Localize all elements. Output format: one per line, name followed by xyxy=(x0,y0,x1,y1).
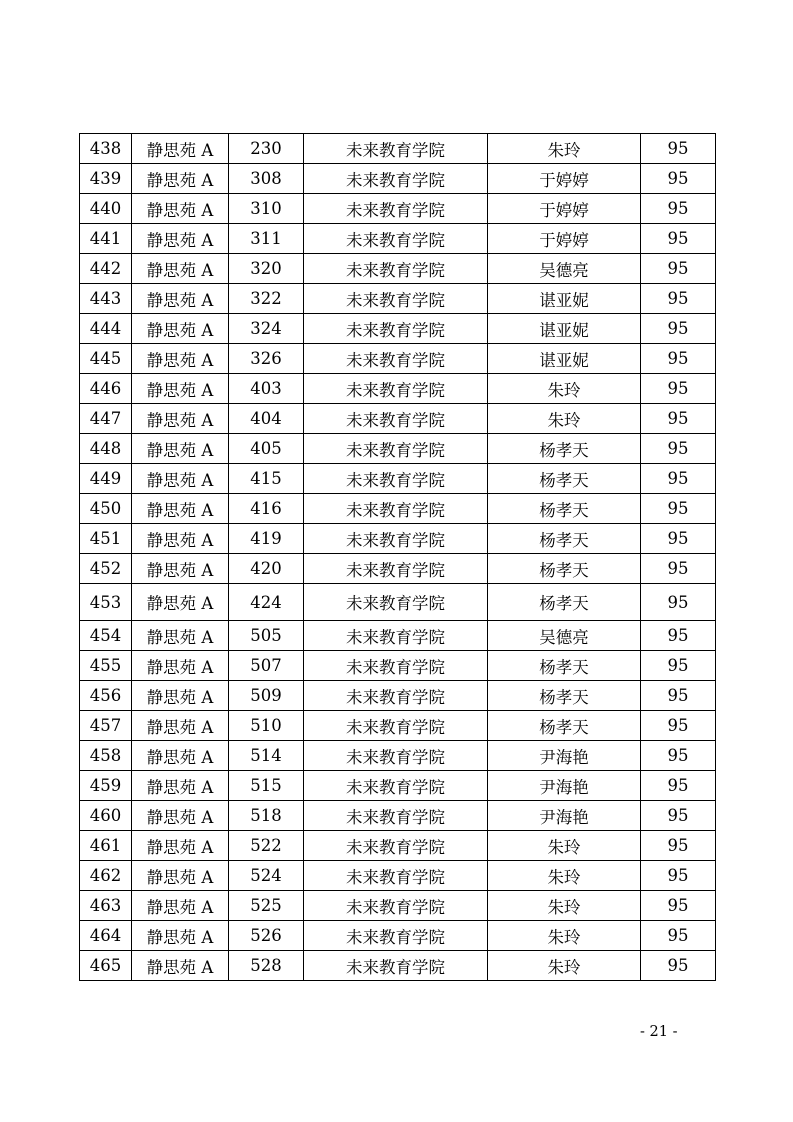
room-number-cell: 424 xyxy=(229,584,304,621)
serial-number-cell: 460 xyxy=(80,801,132,831)
serial-number-cell: 459 xyxy=(80,771,132,801)
college-cell: 未来教育学院 xyxy=(304,584,488,621)
building-cell: 静思苑 A xyxy=(132,711,229,741)
college-cell: 未来教育学院 xyxy=(304,891,488,921)
building-cell: 静思苑 A xyxy=(132,584,229,621)
building-cell: 静思苑 A xyxy=(132,494,229,524)
college-cell: 未来教育学院 xyxy=(304,344,488,374)
room-number-cell: 505 xyxy=(229,621,304,651)
table-row xyxy=(80,374,716,404)
counselor-cell: 于婷婷 xyxy=(488,194,641,224)
counselor-cell: 杨孝天 xyxy=(488,524,641,554)
score-cell: 95 xyxy=(641,164,716,194)
building-cell: 静思苑 A xyxy=(132,861,229,891)
counselor-cell: 朱玲 xyxy=(488,134,641,164)
building-cell: 静思苑 A xyxy=(132,621,229,651)
table-body xyxy=(80,134,716,981)
score-cell: 95 xyxy=(641,861,716,891)
room-number-cell: 525 xyxy=(229,891,304,921)
room-number-cell: 403 xyxy=(229,374,304,404)
counselor-cell: 杨孝天 xyxy=(488,434,641,464)
room-number-cell: 524 xyxy=(229,861,304,891)
building-cell: 静思苑 A xyxy=(132,464,229,494)
score-cell: 95 xyxy=(641,801,716,831)
table-row xyxy=(80,681,716,711)
serial-number-cell: 445 xyxy=(80,344,132,374)
room-number-cell: 326 xyxy=(229,344,304,374)
score-cell: 95 xyxy=(641,951,716,981)
room-number-cell: 514 xyxy=(229,741,304,771)
building-cell: 静思苑 A xyxy=(132,524,229,554)
counselor-cell: 尹海艳 xyxy=(488,771,641,801)
counselor-cell: 谌亚妮 xyxy=(488,344,641,374)
building-cell: 静思苑 A xyxy=(132,921,229,951)
serial-number-cell: 454 xyxy=(80,621,132,651)
score-cell: 95 xyxy=(641,741,716,771)
score-cell: 95 xyxy=(641,374,716,404)
score-cell: 95 xyxy=(641,464,716,494)
table-row xyxy=(80,464,716,494)
building-cell: 静思苑 A xyxy=(132,404,229,434)
room-number-cell: 311 xyxy=(229,224,304,254)
serial-number-cell: 463 xyxy=(80,891,132,921)
serial-number-cell: 441 xyxy=(80,224,132,254)
table-row xyxy=(80,434,716,464)
table-row xyxy=(80,284,716,314)
serial-number-cell: 449 xyxy=(80,464,132,494)
table-row xyxy=(80,194,716,224)
room-number-cell: 507 xyxy=(229,651,304,681)
room-number-cell: 420 xyxy=(229,554,304,584)
room-number-cell: 230 xyxy=(229,134,304,164)
counselor-cell: 于婷婷 xyxy=(488,224,641,254)
building-cell: 静思苑 A xyxy=(132,314,229,344)
serial-number-cell: 452 xyxy=(80,554,132,584)
room-number-cell: 510 xyxy=(229,711,304,741)
building-cell: 静思苑 A xyxy=(132,741,229,771)
college-cell: 未来教育学院 xyxy=(304,494,488,524)
building-cell: 静思苑 A xyxy=(132,224,229,254)
score-cell: 95 xyxy=(641,134,716,164)
college-cell: 未来教育学院 xyxy=(304,621,488,651)
serial-number-cell: 443 xyxy=(80,284,132,314)
table-row xyxy=(80,344,716,374)
table-row xyxy=(80,524,716,554)
score-cell: 95 xyxy=(641,621,716,651)
serial-number-cell: 453 xyxy=(80,584,132,621)
building-cell: 静思苑 A xyxy=(132,164,229,194)
college-cell: 未来教育学院 xyxy=(304,374,488,404)
serial-number-cell: 455 xyxy=(80,651,132,681)
page-number: - 21 - xyxy=(640,1024,678,1040)
college-cell: 未来教育学院 xyxy=(304,464,488,494)
building-cell: 静思苑 A xyxy=(132,771,229,801)
counselor-cell: 尹海艳 xyxy=(488,741,641,771)
table-row xyxy=(80,254,716,284)
building-cell: 静思苑 A xyxy=(132,194,229,224)
room-number-cell: 308 xyxy=(229,164,304,194)
room-number-cell: 509 xyxy=(229,681,304,711)
college-cell: 未来教育学院 xyxy=(304,711,488,741)
counselor-cell: 杨孝天 xyxy=(488,494,641,524)
table-row xyxy=(80,741,716,771)
score-cell: 95 xyxy=(641,831,716,861)
room-number-cell: 419 xyxy=(229,524,304,554)
college-cell: 未来教育学院 xyxy=(304,651,488,681)
score-cell: 95 xyxy=(641,524,716,554)
table-row xyxy=(80,801,716,831)
serial-number-cell: 442 xyxy=(80,254,132,284)
building-cell: 静思苑 A xyxy=(132,681,229,711)
table-row xyxy=(80,921,716,951)
score-cell: 95 xyxy=(641,494,716,524)
serial-number-cell: 447 xyxy=(80,404,132,434)
score-cell: 95 xyxy=(641,194,716,224)
score-cell: 95 xyxy=(641,651,716,681)
room-number-cell: 405 xyxy=(229,434,304,464)
score-cell: 95 xyxy=(641,711,716,741)
building-cell: 静思苑 A xyxy=(132,891,229,921)
building-cell: 静思苑 A xyxy=(132,554,229,584)
college-cell: 未来教育学院 xyxy=(304,921,488,951)
table-row xyxy=(80,711,716,741)
counselor-cell: 朱玲 xyxy=(488,891,641,921)
counselor-cell: 朱玲 xyxy=(488,374,641,404)
room-number-cell: 415 xyxy=(229,464,304,494)
serial-number-cell: 446 xyxy=(80,374,132,404)
table-row xyxy=(80,554,716,584)
counselor-cell: 吴德亮 xyxy=(488,621,641,651)
table-row xyxy=(80,404,716,434)
serial-number-cell: 465 xyxy=(80,951,132,981)
counselor-cell: 朱玲 xyxy=(488,921,641,951)
dormitory-table xyxy=(79,133,716,981)
college-cell: 未来教育学院 xyxy=(304,951,488,981)
college-cell: 未来教育学院 xyxy=(304,681,488,711)
room-number-cell: 324 xyxy=(229,314,304,344)
table-row xyxy=(80,494,716,524)
score-cell: 95 xyxy=(641,554,716,584)
college-cell: 未来教育学院 xyxy=(304,434,488,464)
college-cell: 未来教育学院 xyxy=(304,554,488,584)
counselor-cell: 杨孝天 xyxy=(488,681,641,711)
room-number-cell: 528 xyxy=(229,951,304,981)
table-row xyxy=(80,164,716,194)
serial-number-cell: 461 xyxy=(80,831,132,861)
serial-number-cell: 451 xyxy=(80,524,132,554)
table-row xyxy=(80,584,716,621)
serial-number-cell: 456 xyxy=(80,681,132,711)
serial-number-cell: 458 xyxy=(80,741,132,771)
table-row xyxy=(80,831,716,861)
serial-number-cell: 440 xyxy=(80,194,132,224)
room-number-cell: 518 xyxy=(229,801,304,831)
score-cell: 95 xyxy=(641,344,716,374)
score-cell: 95 xyxy=(641,584,716,621)
building-cell: 静思苑 A xyxy=(132,254,229,284)
score-cell: 95 xyxy=(641,434,716,464)
table-row xyxy=(80,134,716,164)
table-row xyxy=(80,314,716,344)
building-cell: 静思苑 A xyxy=(132,344,229,374)
counselor-cell: 谌亚妮 xyxy=(488,284,641,314)
room-number-cell: 322 xyxy=(229,284,304,314)
room-number-cell: 320 xyxy=(229,254,304,284)
room-number-cell: 522 xyxy=(229,831,304,861)
college-cell: 未来教育学院 xyxy=(304,224,488,254)
college-cell: 未来教育学院 xyxy=(304,164,488,194)
counselor-cell: 朱玲 xyxy=(488,831,641,861)
score-cell: 95 xyxy=(641,224,716,254)
serial-number-cell: 438 xyxy=(80,134,132,164)
serial-number-cell: 450 xyxy=(80,494,132,524)
building-cell: 静思苑 A xyxy=(132,434,229,464)
serial-number-cell: 462 xyxy=(80,861,132,891)
building-cell: 静思苑 A xyxy=(132,831,229,861)
score-cell: 95 xyxy=(641,404,716,434)
counselor-cell: 朱玲 xyxy=(488,404,641,434)
score-cell: 95 xyxy=(641,254,716,284)
college-cell: 未来教育学院 xyxy=(304,134,488,164)
table-row xyxy=(80,891,716,921)
college-cell: 未来教育学院 xyxy=(304,801,488,831)
serial-number-cell: 444 xyxy=(80,314,132,344)
score-cell: 95 xyxy=(641,314,716,344)
counselor-cell: 杨孝天 xyxy=(488,554,641,584)
counselor-cell: 谌亚妮 xyxy=(488,314,641,344)
score-cell: 95 xyxy=(641,771,716,801)
college-cell: 未来教育学院 xyxy=(304,314,488,344)
room-number-cell: 416 xyxy=(229,494,304,524)
serial-number-cell: 439 xyxy=(80,164,132,194)
counselor-cell: 朱玲 xyxy=(488,861,641,891)
room-number-cell: 526 xyxy=(229,921,304,951)
table-row xyxy=(80,951,716,981)
table-row xyxy=(80,861,716,891)
college-cell: 未来教育学院 xyxy=(304,524,488,554)
table-row xyxy=(80,651,716,681)
counselor-cell: 朱玲 xyxy=(488,951,641,981)
college-cell: 未来教育学院 xyxy=(304,831,488,861)
table-row xyxy=(80,621,716,651)
room-number-cell: 310 xyxy=(229,194,304,224)
room-number-cell: 404 xyxy=(229,404,304,434)
college-cell: 未来教育学院 xyxy=(304,771,488,801)
building-cell: 静思苑 A xyxy=(132,374,229,404)
serial-number-cell: 448 xyxy=(80,434,132,464)
score-cell: 95 xyxy=(641,284,716,314)
building-cell: 静思苑 A xyxy=(132,951,229,981)
building-cell: 静思苑 A xyxy=(132,284,229,314)
serial-number-cell: 457 xyxy=(80,711,132,741)
score-cell: 95 xyxy=(641,891,716,921)
college-cell: 未来教育学院 xyxy=(304,741,488,771)
building-cell: 静思苑 A xyxy=(132,134,229,164)
counselor-cell: 杨孝天 xyxy=(488,464,641,494)
score-cell: 95 xyxy=(641,921,716,951)
college-cell: 未来教育学院 xyxy=(304,194,488,224)
table-row xyxy=(80,771,716,801)
counselor-cell: 吴德亮 xyxy=(488,254,641,284)
counselor-cell: 杨孝天 xyxy=(488,651,641,681)
serial-number-cell: 464 xyxy=(80,921,132,951)
room-number-cell: 515 xyxy=(229,771,304,801)
building-cell: 静思苑 A xyxy=(132,801,229,831)
counselor-cell: 杨孝天 xyxy=(488,584,641,621)
college-cell: 未来教育学院 xyxy=(304,284,488,314)
building-cell: 静思苑 A xyxy=(132,651,229,681)
college-cell: 未来教育学院 xyxy=(304,254,488,284)
score-cell: 95 xyxy=(641,681,716,711)
college-cell: 未来教育学院 xyxy=(304,404,488,434)
counselor-cell: 尹海艳 xyxy=(488,801,641,831)
college-cell: 未来教育学院 xyxy=(304,861,488,891)
counselor-cell: 于婷婷 xyxy=(488,164,641,194)
counselor-cell: 杨孝天 xyxy=(488,711,641,741)
table-row xyxy=(80,224,716,254)
